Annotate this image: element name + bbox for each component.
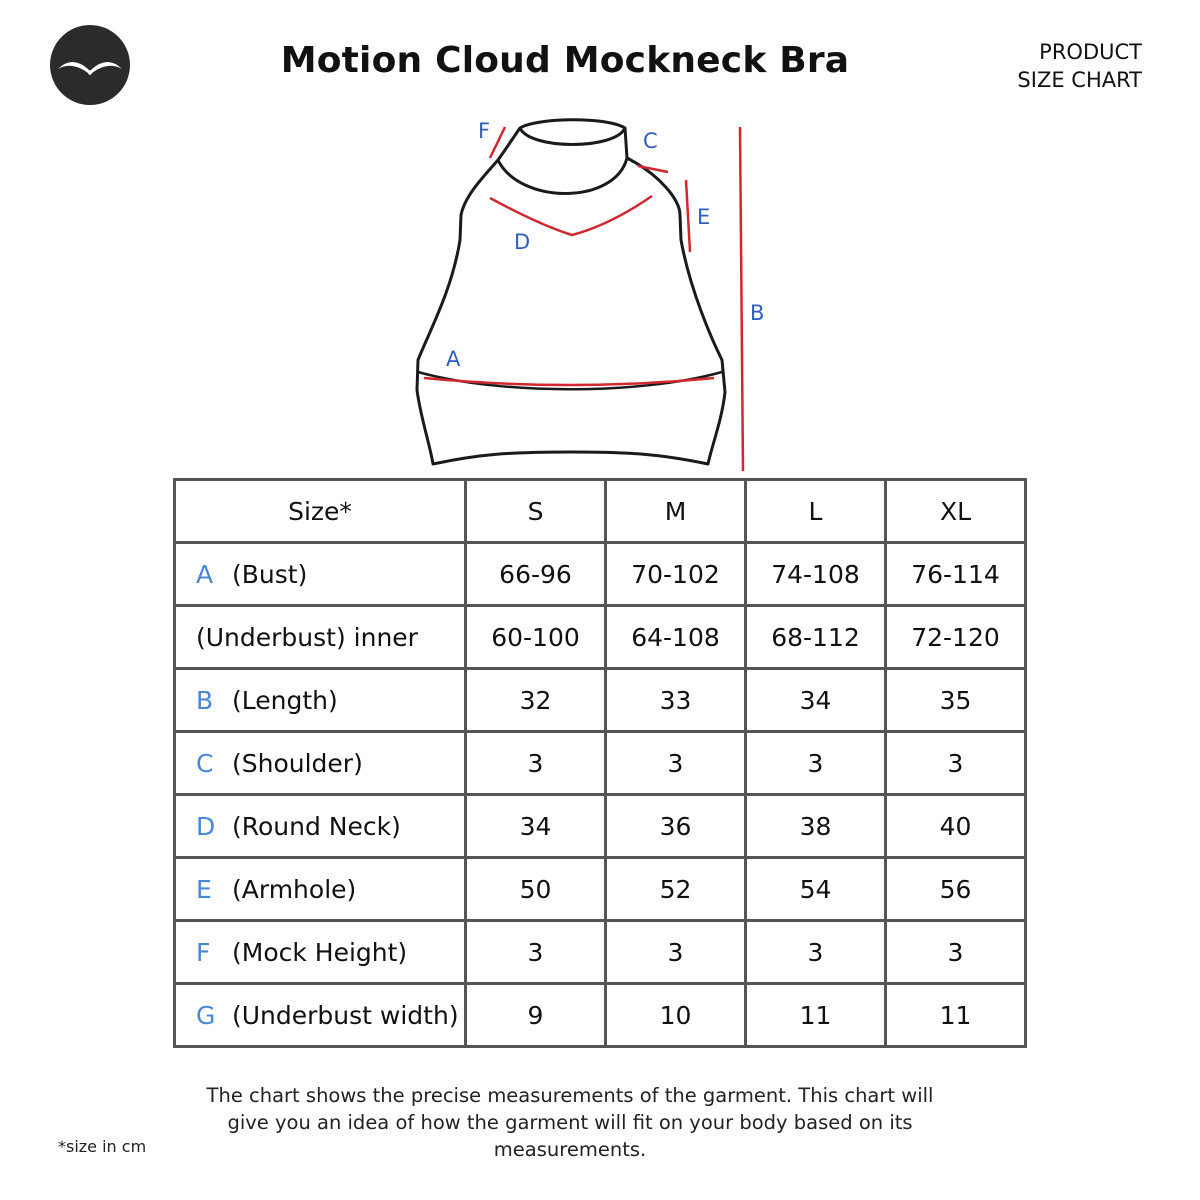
page-title: Motion Cloud Mockneck Bra xyxy=(280,40,850,81)
row-name: (Bust) xyxy=(232,559,308,589)
size-table xyxy=(173,478,1027,1048)
table-cell: 3 xyxy=(746,921,886,984)
caption-line-1: PRODUCT xyxy=(1039,40,1142,64)
table-row xyxy=(175,606,1026,669)
footer-line-1: The chart shows the precise measurements of the garment. This chart will xyxy=(206,1084,934,1107)
table-cell: 9 xyxy=(466,984,606,1047)
footer-line-3: measurements. xyxy=(493,1138,647,1161)
table-cell: 34 xyxy=(746,669,886,732)
table-cell: 3 xyxy=(606,732,746,795)
table-cell: 52 xyxy=(606,858,746,921)
collar-inner xyxy=(520,128,625,145)
table-cell: 50 xyxy=(466,858,606,921)
garment-diagram xyxy=(0,0,1200,480)
footer-line-2: give you an idea of how the garment will fit on your body based on its xyxy=(227,1111,913,1134)
row-name: (Mock Height) xyxy=(232,937,408,967)
table-cell: 10 xyxy=(606,984,746,1047)
table-row xyxy=(175,984,1026,1047)
row-letter: E xyxy=(196,874,212,904)
table-cell: 74-108 xyxy=(746,543,886,606)
collar-base xyxy=(498,158,627,194)
row-label xyxy=(175,543,466,606)
label-c: C xyxy=(643,129,658,153)
header-size: Size* xyxy=(175,480,466,543)
table-cell: 70-102 xyxy=(606,543,746,606)
label-a: A xyxy=(446,347,461,371)
table-cell: 3 xyxy=(886,921,1026,984)
table-cell: 36 xyxy=(606,795,746,858)
table-row xyxy=(175,669,1026,732)
row-name: (Length) xyxy=(232,685,338,715)
header-size-xl: XL xyxy=(886,480,1026,543)
table-cell: 64-108 xyxy=(606,606,746,669)
table-row xyxy=(175,795,1026,858)
table-row xyxy=(175,732,1026,795)
table-cell: 3 xyxy=(746,732,886,795)
garment-outline xyxy=(417,120,725,464)
measure-line-e xyxy=(686,180,690,252)
row-letter: A xyxy=(196,559,214,589)
row-name: (Underbust) inner xyxy=(196,622,418,652)
row-letter: F xyxy=(196,937,211,967)
table-cell: 35 xyxy=(886,669,1026,732)
table-cell: 34 xyxy=(466,795,606,858)
table-cell: 68-112 xyxy=(746,606,886,669)
row-letter: G xyxy=(196,1000,216,1030)
table-cell: 3 xyxy=(466,732,606,795)
table-cell: 56 xyxy=(886,858,1026,921)
table-cell: 76-114 xyxy=(886,543,1026,606)
row-letter: B xyxy=(196,685,214,715)
table-cell: 3 xyxy=(606,921,746,984)
table-row xyxy=(175,858,1026,921)
table-cell: 60-100 xyxy=(466,606,606,669)
row-label xyxy=(175,984,466,1047)
unit-note: *size in cm xyxy=(58,1137,147,1156)
table-cell: 3 xyxy=(466,921,606,984)
table-header-row xyxy=(175,480,1026,543)
row-label xyxy=(175,858,466,921)
row-label xyxy=(175,669,466,732)
table-row xyxy=(175,543,1026,606)
caption-line-2: SIZE CHART xyxy=(1017,68,1142,92)
row-label xyxy=(175,606,466,669)
row-label xyxy=(175,921,466,984)
table-row xyxy=(175,921,1026,984)
measure-line-c xyxy=(638,166,668,172)
label-f: F xyxy=(478,119,491,143)
table-cell: 72-120 xyxy=(886,606,1026,669)
row-name: (Armhole) xyxy=(232,874,357,904)
table-cell: 66-96 xyxy=(466,543,606,606)
header-size-s: S xyxy=(466,480,606,543)
row-letter: C xyxy=(196,748,214,778)
footer-note xyxy=(200,1082,940,1163)
table-cell: 11 xyxy=(746,984,886,1047)
table-cell: 54 xyxy=(746,858,886,921)
table-cell: 3 xyxy=(886,732,1026,795)
header-size-m: M xyxy=(606,480,746,543)
row-name: (Underbust width) xyxy=(232,1000,459,1030)
row-name: (Shoulder) xyxy=(232,748,363,778)
label-b: B xyxy=(750,301,765,325)
measure-line-b xyxy=(740,127,743,471)
label-e: E xyxy=(697,205,711,229)
row-label xyxy=(175,795,466,858)
table-cell: 40 xyxy=(886,795,1026,858)
row-label xyxy=(175,732,466,795)
header-size-l: L xyxy=(746,480,886,543)
table-cell: 32 xyxy=(466,669,606,732)
table-cell: 38 xyxy=(746,795,886,858)
table-cell: 33 xyxy=(606,669,746,732)
label-d: D xyxy=(514,230,531,254)
table-cell: 11 xyxy=(886,984,1026,1047)
row-letter: D xyxy=(196,811,216,841)
row-name: (Round Neck) xyxy=(232,811,401,841)
